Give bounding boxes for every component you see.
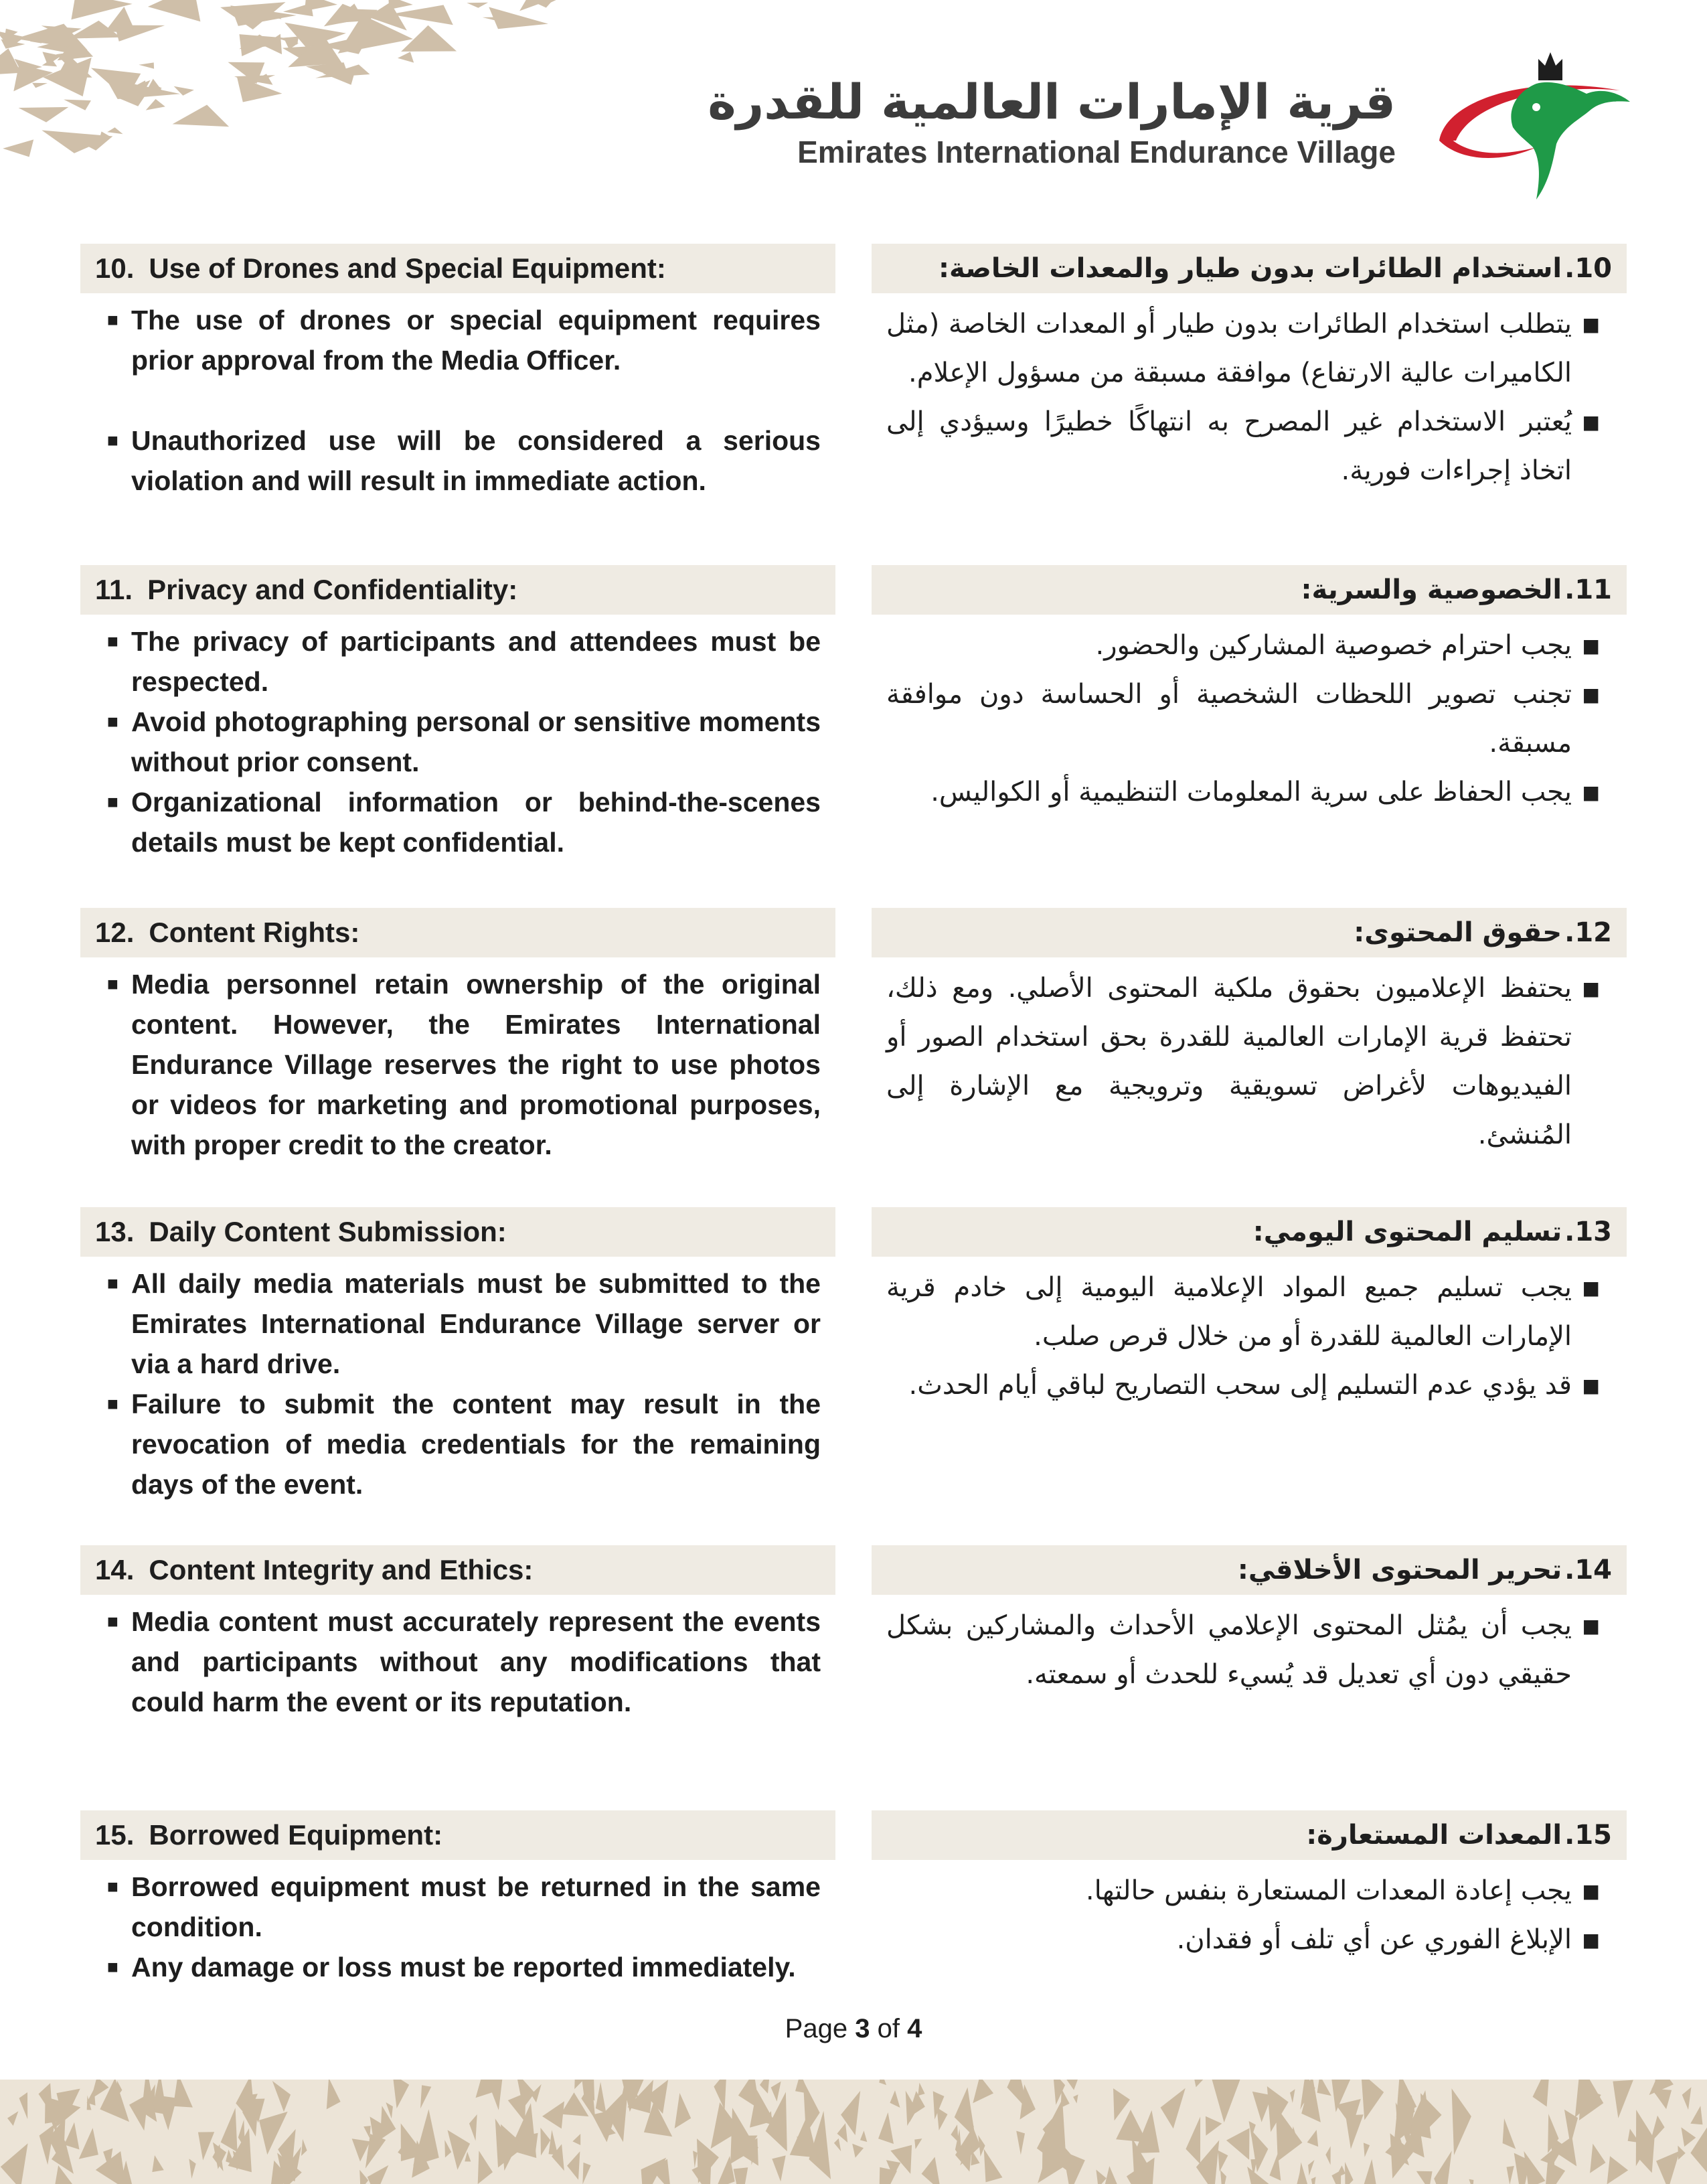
section-13-english: [80, 1207, 835, 1545]
bullet-icon: ■: [1582, 1277, 1600, 1299]
pattern-shard: [139, 62, 154, 68]
bullet-icon: ■: [1582, 978, 1600, 1000]
section-heading: [872, 1810, 1627, 1860]
list-item: ■ يجب تسليم جميع المواد الإعلامية اليومية إلى خادم قرية الإمارات العالمية للقدرة أو من خلال قرص صلب.: [886, 1263, 1600, 1361]
list-item: ■ تجنب تصوير اللحظات الشخصية أو الحساسة دون موافقة مسبقة.: [886, 670, 1600, 768]
list-item: ■ يجب احترام خصوصية المشاركين والحضور.: [886, 621, 1600, 670]
section-number: 12.: [95, 917, 135, 948]
section-14-english: [80, 1545, 835, 1810]
pattern-shard: [467, 3, 488, 8]
section-title: المعدات المستعارة:: [1306, 1820, 1562, 1851]
section-number: 14.: [1564, 1555, 1612, 1585]
section-number: 15.: [95, 1819, 135, 1851]
section-number: 11.: [1564, 574, 1612, 605]
section-15-arabic: [872, 1810, 1627, 1998]
bullet-icon: ■: [1582, 781, 1600, 803]
section-heading: [80, 908, 835, 957]
bullet-icon: ■: [107, 791, 118, 812]
list-item: ■ Organizational information or behind-the-scenes details must be kept confidential.: [107, 782, 821, 862]
org-name-english: Emirates International Endurance Village: [797, 135, 1396, 169]
section-title: تحرير المحتوى الأخلاقي:: [1237, 1555, 1562, 1585]
bullet-icon: ■: [107, 711, 118, 732]
pattern-shard: [107, 127, 123, 134]
section-heading: [80, 1545, 835, 1595]
bullet-icon: ■: [1582, 313, 1600, 335]
of-word: of: [877, 2014, 900, 2043]
section-13-arabic: [872, 1207, 1627, 1545]
section-12: [80, 908, 1627, 1207]
section-number: 14.: [95, 1554, 135, 1585]
page-number: [0, 2014, 1707, 2044]
list-item: ■ Borrowed equipment must be returned in the same condition.: [107, 1867, 821, 1947]
bullet-icon: ■: [107, 430, 118, 451]
pattern-shard: [19, 107, 69, 123]
bullet-icon: ■: [1582, 411, 1600, 433]
section-12-english: [80, 908, 835, 1207]
list-item: ■ قد يؤدي عدم التسليم إلى سحب التصاريح لباقي أيام الحدث.: [886, 1361, 1600, 1410]
pattern-shard: [3, 139, 33, 157]
list-item: ■ Media personnel retain ownership of the original content. However, the Emirates International Endurance Village reserves the right to use photos or videos for marketing and promotional purposes, with proper credit to the creator.: [107, 964, 821, 1165]
bullet-icon: ■: [107, 1611, 118, 1632]
bullet-icon: ■: [107, 309, 118, 330]
page-current: 3: [855, 2014, 870, 2043]
list-item: ■ يجب إعادة المعدات المستعارة بنفس حالتها.: [886, 1867, 1600, 1916]
section-11-arabic: [872, 565, 1627, 908]
bullet-icon: ■: [1582, 684, 1600, 706]
document-header: [629, 27, 1633, 201]
list-item: ■ يتطلب استخدام الطائرات بدون طيار أو المعدات الخاصة (مثل الكاميرات عالية الارتفاع) موافقة مسبقة من مسؤول الإعلام.: [886, 300, 1600, 398]
list-item: ■ The use of drones or special equipment requires prior approval from the Media Officer.: [107, 300, 821, 380]
section-14: [80, 1545, 1627, 1810]
section-heading: [872, 565, 1627, 615]
bottom-pattern: [0, 2080, 1707, 2184]
section-11: [80, 565, 1627, 908]
pattern-shard: [398, 52, 414, 62]
section-12-arabic: [872, 908, 1627, 1207]
pattern-shard: [146, 99, 165, 110]
section-15-english: [80, 1810, 835, 1998]
list-item: ■ يجب أن يمُثل المحتوى الإعلامي الأحداث والمشاركين بشكل حقيقي دون أي تعديل قد يُسيء للحدث أو سمعته.: [886, 1602, 1600, 1699]
bullet-icon: ■: [107, 1956, 118, 1977]
list-item: ■ All daily media materials must be submitted to the Emirates International Endurance Village server or via a hard drive.: [107, 1263, 821, 1384]
pattern-shard: [148, 0, 201, 21]
horse-logo-icon: [1419, 27, 1633, 201]
pattern-shard: [105, 7, 136, 32]
section-title: تسليم المحتوى اليومي:: [1252, 1217, 1562, 1247]
list-item: ■ الإبلاغ الفوري عن أي تلف أو فقدان.: [886, 1916, 1600, 1964]
list-item: ■ يحتفظ الإعلاميون بحقوق ملكية المحتوى الأصلي. ومع ذلك، تحتفظ قرية الإمارات العالمية للقدرة بحق استخدام الصور أو الفيديوهات لأغراض تسويقية وترويجية مع الإشارة إلى المُنشئ.: [886, 964, 1600, 1160]
section-heading: [872, 244, 1627, 293]
org-name-arabic: قرية الإمارات العالمية للقدرة: [708, 74, 1396, 130]
section-title: استخدام الطائرات بدون طيار والمعدات الخاصة:: [938, 253, 1562, 284]
section-title: الخصوصية والسرية:: [1301, 574, 1562, 605]
list-item: ■ Failure to submit the content may result in the revocation of media credentials for the remaining days of the event.: [107, 1384, 821, 1504]
list-item: ■ Avoid photographing personal or sensitive moments without prior consent.: [107, 702, 821, 782]
list-item: ■ Any damage or loss must be reported immediately.: [107, 1947, 821, 1987]
section-title: Use of Drones and Special Equipment:: [149, 252, 666, 284]
pattern-shard: [32, 83, 48, 88]
section-heading: [872, 1207, 1627, 1257]
section-title: Daily Content Submission:: [149, 1216, 507, 1247]
bullet-icon: ■: [107, 1273, 118, 1294]
bullet-icon: ■: [1582, 1880, 1600, 1902]
list-item: ■ Unauthorized use will be considered a serious violation and will result in immediate action.: [107, 420, 821, 501]
section-title: Borrowed Equipment:: [149, 1819, 443, 1851]
sections-container: [80, 244, 1627, 1998]
bullet-icon: ■: [1582, 1375, 1600, 1397]
section-11-english: [80, 565, 835, 908]
section-number: 11.: [95, 574, 133, 605]
section-title: Content Integrity and Ethics:: [149, 1554, 534, 1585]
bullet-icon: ■: [107, 631, 118, 651]
corner-pattern: [0, 0, 562, 181]
section-number: 13.: [95, 1216, 135, 1247]
section-title: Privacy and Confidentiality:: [147, 574, 518, 605]
pattern-shard: [106, 78, 180, 99]
section-10: [80, 244, 1627, 565]
bullet-icon: ■: [107, 1876, 118, 1897]
section-title: Content Rights:: [149, 917, 360, 948]
pattern-shard: [64, 100, 91, 110]
section-heading: [872, 908, 1627, 957]
section-15: [80, 1810, 1627, 1998]
page-total: 4: [907, 2014, 922, 2043]
section-heading: [80, 1810, 835, 1860]
pattern-shard: [489, 7, 548, 29]
bullet-icon: ■: [1582, 635, 1600, 657]
section-number: 12.: [1564, 917, 1612, 948]
bullet-icon: ■: [107, 1393, 118, 1414]
pattern-shard: [173, 105, 230, 127]
section-number: 15.: [1564, 1820, 1612, 1851]
list-item: ■ يجب الحفاظ على سرية المعلومات التنظيمية أو الكواليس.: [886, 768, 1600, 817]
section-number: 10.: [1564, 253, 1612, 284]
section-heading: [80, 1207, 835, 1257]
bullet-icon: ■: [1582, 1615, 1600, 1637]
section-10-english: [80, 244, 835, 565]
section-number: 10.: [95, 252, 135, 284]
section-heading: [872, 1545, 1627, 1595]
bullet-icon: ■: [107, 973, 118, 994]
list-item: ■ Media content must accurately represent the events and participants without any modifications that could harm the event or its reputation.: [107, 1602, 821, 1722]
section-title: حقوق المحتوى:: [1354, 917, 1562, 948]
section-number: 13.: [1564, 1217, 1612, 1247]
section-14-arabic: [872, 1545, 1627, 1810]
section-10-arabic: [872, 244, 1627, 565]
section-heading: [80, 244, 835, 293]
list-item: ■ The privacy of participants and attendees must be respected.: [107, 621, 821, 702]
bullet-icon: ■: [1582, 1929, 1600, 1951]
section-heading: [80, 565, 835, 615]
list-item: ■ يُعتبر الاستخدام غير المصرح به انتهاكًا خطيرًا وسيؤدي إلى اتخاذ إجراءات فورية.: [886, 398, 1600, 495]
section-13: [80, 1207, 1627, 1545]
page-word: Page: [785, 2014, 848, 2043]
